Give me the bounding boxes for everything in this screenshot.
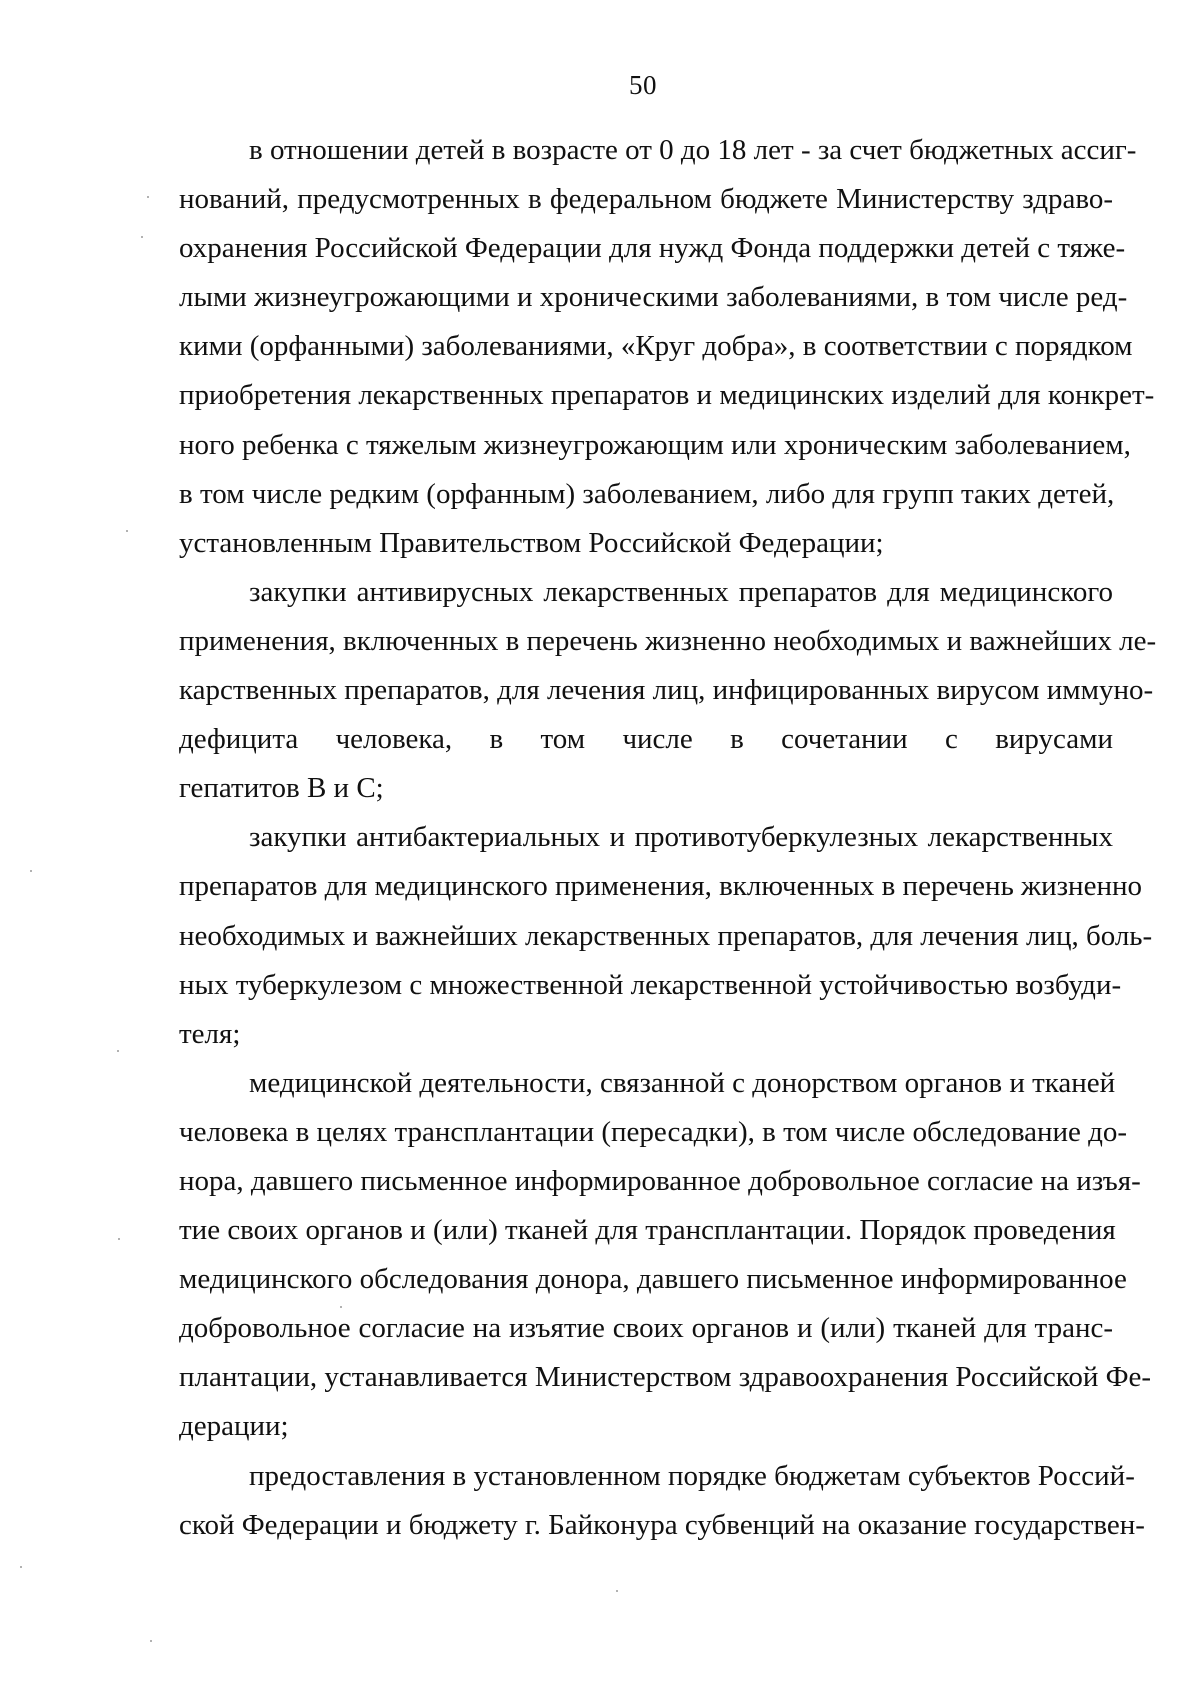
document-body	[179, 126, 1157, 1550]
text-line: лыми жизнеугрожающими и хроническими заболеваниями, в том числе ред-	[179, 281, 1128, 314]
scan-speck	[118, 1238, 120, 1240]
scan-speck	[150, 1640, 152, 1642]
text-line: дефицита человека, в том числе в сочетании с вирусами	[179, 723, 1113, 756]
text-line: в том числе редким (орфанным) заболеванием, либо для групп таких детей,	[179, 477, 1115, 510]
text-line: теля;	[179, 1017, 241, 1050]
page-number: 50	[629, 70, 657, 100]
text-line: установленным Правительством Российской Федерации;	[179, 526, 884, 559]
scan-speck	[616, 1590, 618, 1592]
text-line: медицинской деятельности, связанной с донорством органов и тканей	[249, 1066, 1116, 1099]
scan-speck	[126, 530, 128, 532]
text-line: ного ребенка с тяжелым жизнеугрожающим или хроническим заболеванием,	[179, 428, 1131, 461]
scan-speck	[340, 1306, 342, 1308]
scan-speck	[141, 236, 143, 238]
text-line: тие своих органов и (или) тканей для трансплантации. Порядок проведения	[179, 1214, 1116, 1247]
scan-speck	[147, 196, 149, 198]
scan-speck	[20, 1566, 22, 1568]
text-line: в отношении детей в возрасте от 0 до 18 лет - за счет бюджетных ассиг-	[249, 134, 1137, 166]
text-line: дерации;	[179, 1410, 289, 1443]
text-line: предоставления в установленном порядке бюджетам субъектов Россий-	[249, 1459, 1135, 1492]
text-line: человека в целях трансплантации (пересадки), в том числе обследование до-	[179, 1115, 1128, 1148]
text-line: охранения Российской Федерации для нужд Фонда поддержки детей с тяже-	[179, 232, 1126, 265]
scan-speck	[30, 870, 32, 872]
text-line: медицинского обследования донора, давшего письменное информированное	[179, 1263, 1127, 1296]
text-line: закупки антибактериальных и противотуберкулезных лекарственных	[249, 821, 1113, 854]
text-line: ных туберкулезом с множественной лекарственной устойчивостью возбуди-	[179, 968, 1122, 1001]
text-line: закупки антивирусных лекарственных препаратов для медицинского	[249, 575, 1113, 608]
text-line: карственных препаратов, для лечения лиц, инфицированных вирусом иммуно-	[179, 674, 1154, 707]
text-line: гепатитов В и С;	[179, 772, 384, 805]
text-line: приобретения лекарственных препаратов и медицинских изделий для конкрет-	[179, 379, 1155, 412]
text-line: применения, включенных в перечень жизненно необходимых и важнейших ле-	[179, 624, 1157, 657]
text-line: препаратов для медицинского применения, включенных в перечень жизненно	[179, 870, 1142, 903]
text-line: нора, давшего письменное информированное добровольное согласие на изъя-	[179, 1164, 1141, 1197]
text-line: добровольное согласие на изъятие своих органов и (или) тканей для транс-	[179, 1312, 1113, 1345]
scan-speck	[117, 1050, 119, 1052]
text-line: ской Федерации и бюджету г. Байконура субвенций на оказание государствен-	[179, 1508, 1145, 1541]
text-line: плантации, устанавливается Министерством здравоохранения Российской Фе-	[179, 1361, 1152, 1394]
text-line: нований, предусмотренных в федеральном бюджете Министерству здраво-	[179, 183, 1113, 216]
text-line: кими (орфанными) заболеваниями, «Круг добра», в соответствии с порядком	[179, 330, 1133, 363]
text-line: необходимых и важнейших лекарственных препаратов, для лечения лиц, боль-	[179, 919, 1153, 952]
